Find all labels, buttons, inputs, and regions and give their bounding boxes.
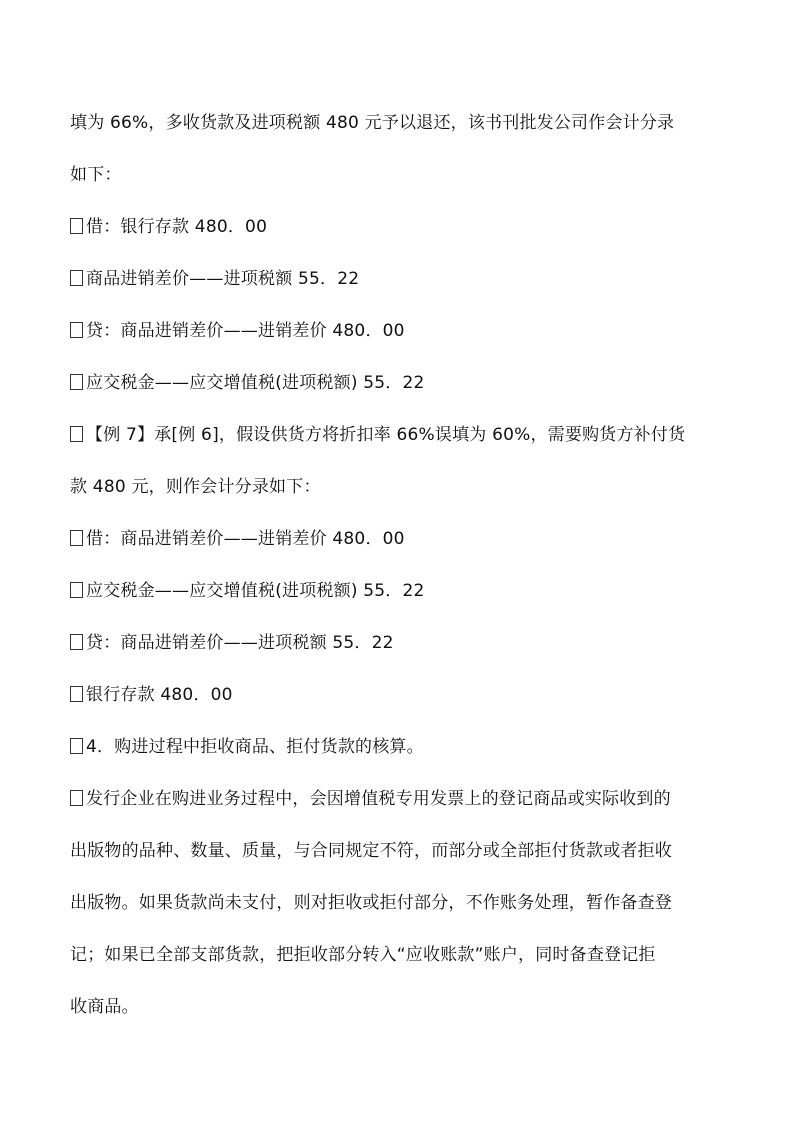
paragraph-line <box>70 891 730 915</box>
checkbox-glyph-icon <box>70 374 83 390</box>
journal-entry-line <box>70 319 730 343</box>
checkbox-glyph-icon <box>70 530 83 546</box>
checkbox-glyph-icon <box>70 218 83 234</box>
checkbox-glyph-icon <box>70 270 83 286</box>
line-text: 如下： <box>70 165 122 185</box>
line-text: 填为 66%，多收货款及进项税额 480 元予以退还，该书刊批发公司作会计分录 <box>70 113 675 133</box>
journal-entry-line <box>70 527 730 551</box>
paragraph-line <box>70 839 730 863</box>
checkbox-glyph-icon <box>70 738 83 754</box>
paragraph-line <box>70 787 730 811</box>
paragraph-line <box>70 111 730 135</box>
paragraph-line <box>70 163 730 187</box>
line-text: 4．购进过程中拒收商品、拒付货款的核算。 <box>86 737 424 757</box>
line-text: 贷：商品进销差价——进销差价 480．00 <box>86 321 405 341</box>
line-text: 出版物的品种、数量、质量，与合同规定不符，而部分或全部拒付货款或者拒收 <box>70 841 672 861</box>
line-text: 收商品。 <box>70 997 139 1017</box>
journal-entry-line <box>70 371 730 395</box>
line-text: 商品进销差价——进项税额 55．22 <box>86 269 360 289</box>
checkbox-glyph-icon <box>70 634 83 650</box>
line-text: 出版物。如果货款尚未支付，则对拒收或拒付部分，不作账务处理，暂作备查登 <box>70 893 672 913</box>
journal-entry-line <box>70 683 730 707</box>
line-text: 发行企业在购进业务过程中，会因增值税专用发票上的登记商品或实际收到的 <box>86 789 671 809</box>
journal-entry-line <box>70 267 730 291</box>
line-text: 记；如果已全部支部货款，把拒收部分转入“应收账款”账户，同时备查登记拒 <box>70 945 656 965</box>
checkbox-glyph-icon <box>70 426 83 442</box>
checkbox-glyph-icon <box>70 686 83 702</box>
checkbox-glyph-icon <box>70 322 83 338</box>
journal-entry-line <box>70 631 730 655</box>
checkbox-glyph-icon <box>70 582 83 598</box>
example-line <box>70 423 730 447</box>
section-heading <box>70 735 730 759</box>
paragraph-line <box>70 995 730 1019</box>
line-text: 贷：商品进销差价——进项税额 55．22 <box>86 633 394 653</box>
journal-entry-line <box>70 215 730 239</box>
paragraph-line <box>70 475 730 499</box>
paragraph-line <box>70 943 730 967</box>
line-text: 银行存款 480．00 <box>86 685 233 705</box>
line-text: 应交税金——应交增值税(进项税额) 55．22 <box>86 373 425 393</box>
line-text: 应交税金——应交增值税(进项税额) 55．22 <box>86 581 425 601</box>
checkbox-glyph-icon <box>70 790 83 806</box>
line-text: 借：银行存款 480．00 <box>86 217 268 237</box>
line-text: 借：商品进销差价——进销差价 480．00 <box>86 529 405 549</box>
line-text: 款 480 元，则作会计分录如下： <box>70 477 321 497</box>
journal-entry-line <box>70 579 730 603</box>
line-text: 【例 7】承[例 6]，假设供货方将折扣率 66%误填为 60%，需要购货方补付货 <box>86 425 686 445</box>
